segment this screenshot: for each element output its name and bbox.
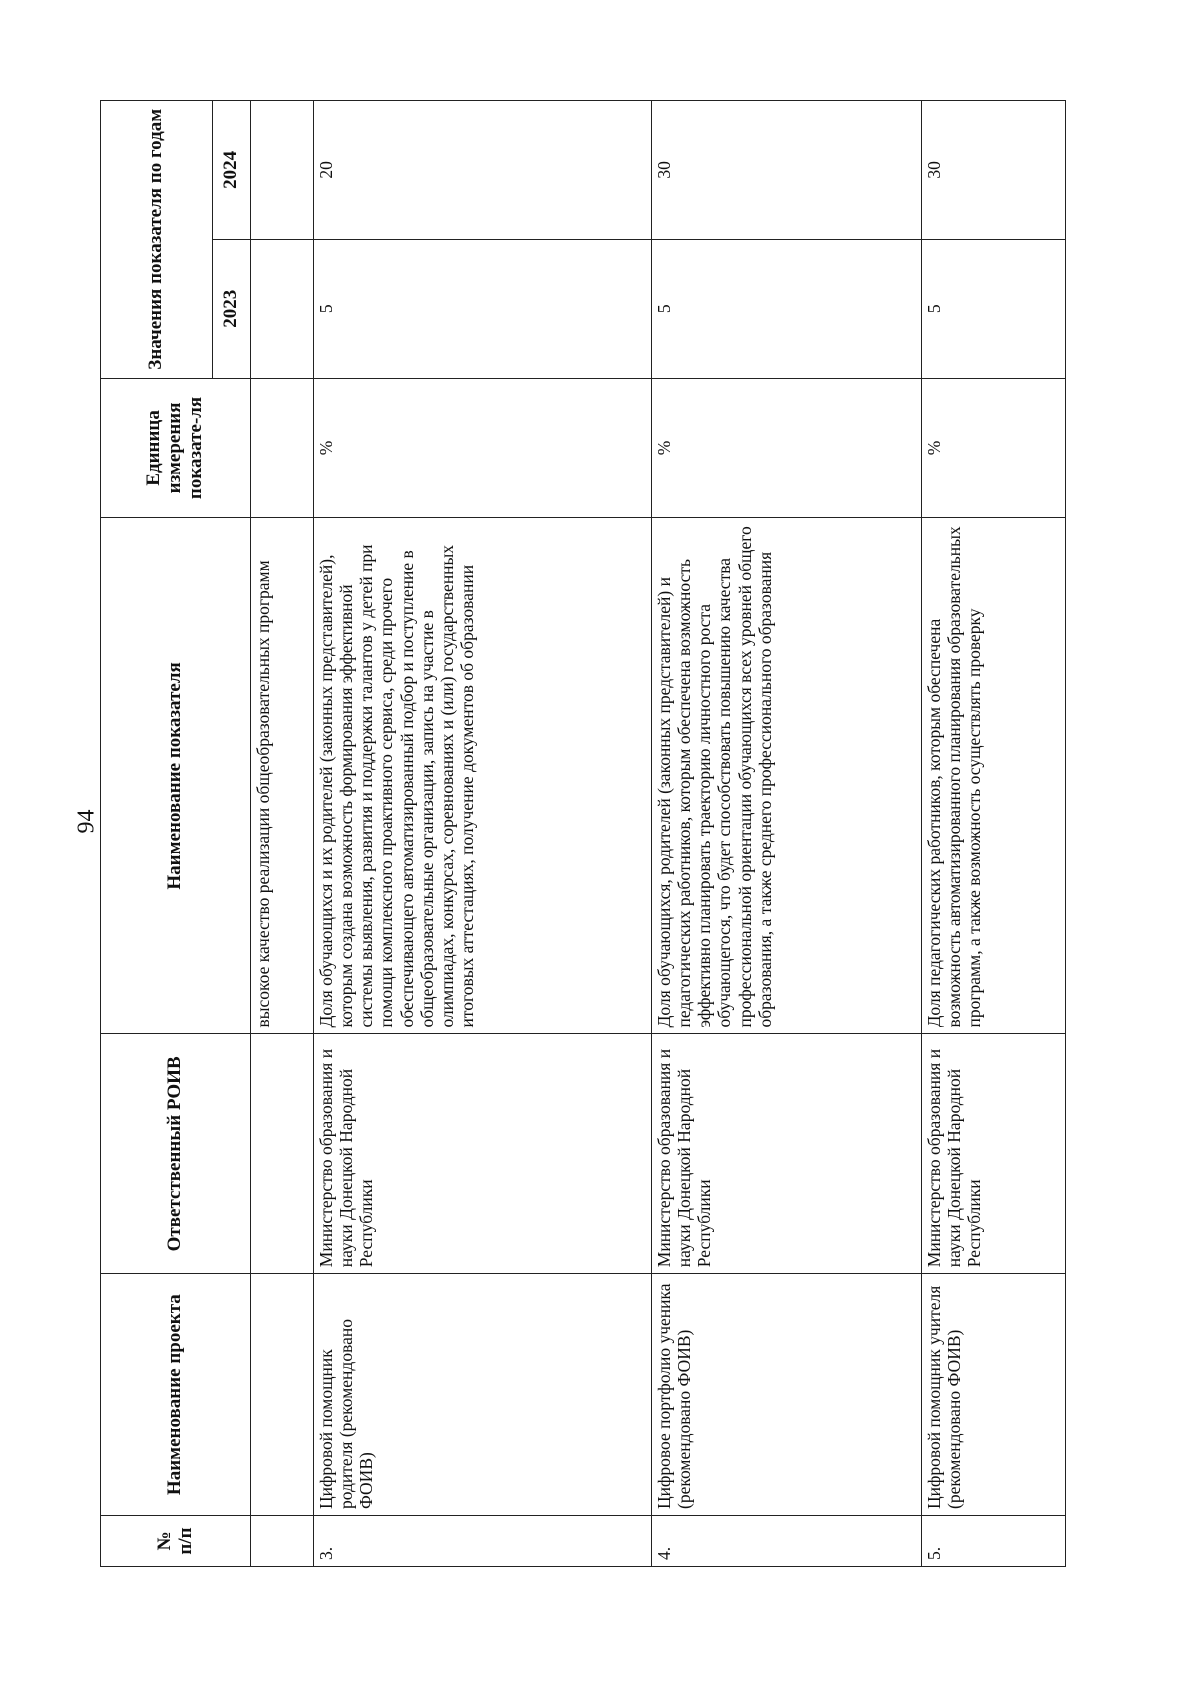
cell-empty [251, 1034, 314, 1274]
cell-unit: % [314, 378, 652, 518]
table-row [652, 101, 922, 1567]
cell-num: 5. [922, 1516, 1066, 1567]
cell-value-2023: 5 [652, 239, 922, 378]
table-header-row [101, 101, 213, 1567]
header-num: № п/п [101, 1516, 251, 1567]
cell-num: 4. [652, 1516, 922, 1567]
rotated-table-container [100, 100, 1068, 1567]
cell-empty [251, 1274, 314, 1516]
cell-roiv: Министерство образования и науки Донецкой Народной Республики [652, 1034, 922, 1274]
cell-unit: % [922, 378, 1066, 518]
indicators-table [100, 100, 1066, 1567]
cell-roiv: Министерство образования и науки Донецкой Народной Республики [314, 1034, 652, 1274]
cell-indicator: Доля обучающихся и их родителей (законных представителей), которым создана возможность формирования эффективной системы выявления, развития и поддержки талантов у детей при помощи комплексного проактивного сервиса, среди прочего обеспечивающего автоматизированный подбор и поступление в общеобразовательные организации, запись на участие в олимпиадах, конкурсах, соревнованиях и (или) государственных итоговых аттестациях, получение документов об образовании [314, 518, 652, 1034]
header-project: Наименование проекта [101, 1274, 251, 1516]
cell-indicator: высокое качество реализации общеобразовательных программ [251, 518, 314, 1034]
cell-empty [251, 378, 314, 518]
cell-unit: % [652, 378, 922, 518]
cell-project: Цифровое портфолио ученика (рекомендовано ФОИВ) [652, 1274, 922, 1516]
cell-indicator: Доля обучающихся, родителей (законных представителей) и педагогических работников, которым обеспечена возможность эффективно планировать траекторию личностного роста обучающегося, что будет способствовать повышению качества профессиональной ориентации обучающихся всех уровней общего образования, а также среднего профессионального образования [652, 518, 922, 1034]
cell-project: Цифровой помощник родителя (рекомендовано ФОИВ) [314, 1274, 652, 1516]
table-row-continuation [251, 101, 314, 1567]
cell-roiv: Министерство образования и науки Донецкой Народной Республики [922, 1034, 1066, 1274]
page-number: 94 [73, 809, 100, 834]
cell-empty [251, 239, 314, 378]
cell-project: Цифровой помощник учителя (рекомендовано ФОИВ) [922, 1274, 1066, 1516]
cell-empty [251, 101, 314, 240]
header-year-2023: 2023 [213, 239, 251, 378]
cell-value-2024: 30 [652, 101, 922, 240]
header-values: Значения показателя по годам [101, 101, 213, 379]
cell-num: 3. [314, 1516, 652, 1567]
cell-value-2023: 5 [314, 239, 652, 378]
cell-empty [251, 1516, 314, 1567]
cell-value-2024: 30 [922, 101, 1066, 240]
table-row [314, 101, 652, 1567]
cell-indicator-text: Доля педагогических работников, которым обеспечена возможность автоматизированного планирования образовательных программ, а также возможность осуществлять проверку [924, 526, 985, 1028]
header-indicator: Наименование показателя [101, 518, 251, 1034]
cell-value-2024: 20 [314, 101, 652, 240]
cell-value-2023: 5 [922, 239, 1066, 378]
header-year-2024: 2024 [213, 101, 251, 240]
header-unit: Единица измерения показате-ля [101, 378, 251, 518]
cell-indicator [922, 518, 1066, 1034]
header-roiv: Ответственный РОИВ [101, 1034, 251, 1274]
table-row [922, 101, 1066, 1567]
